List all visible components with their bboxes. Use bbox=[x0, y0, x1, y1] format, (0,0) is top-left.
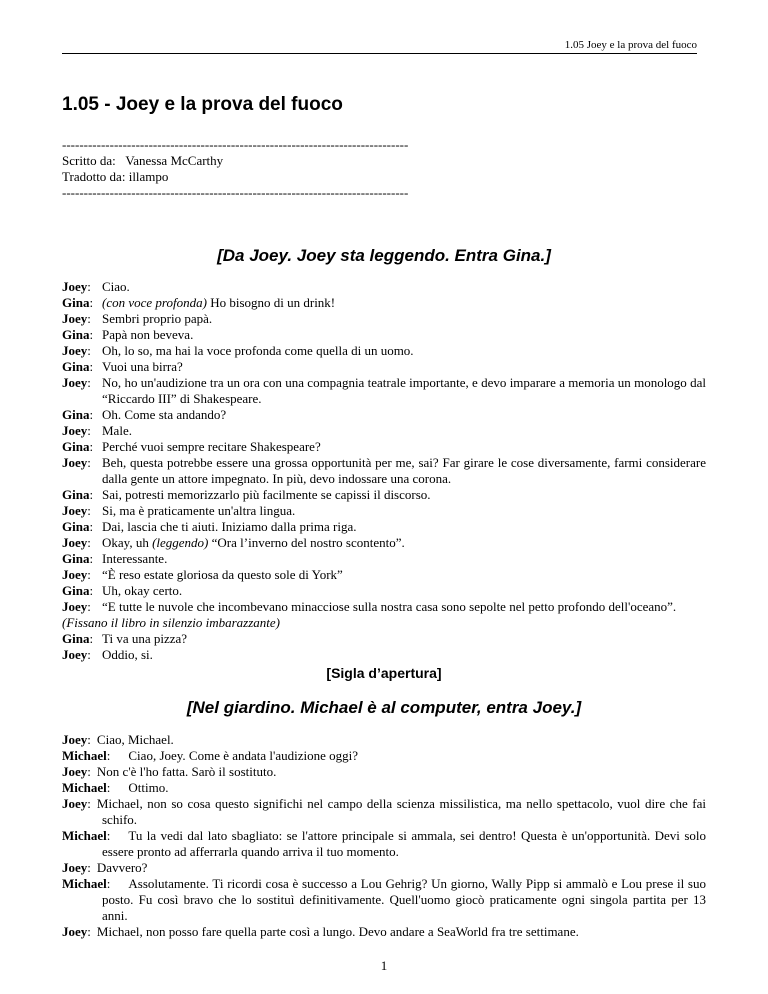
translator-row bbox=[62, 169, 408, 185]
dialogue-text bbox=[102, 599, 706, 615]
dialogue-body: “E tutte le nuvole che incombevano minacciose sulla nostra casa sono sepolte nel petto profondo dell'oceano”. bbox=[102, 599, 677, 614]
dialogue-line bbox=[62, 455, 706, 487]
dialogue-line bbox=[62, 535, 706, 551]
speaker-colon: : bbox=[106, 748, 111, 763]
dialogue-line bbox=[62, 924, 706, 940]
dialogue-body: Vuoi una birra? bbox=[102, 359, 183, 374]
speaker-colon: : bbox=[106, 876, 111, 891]
speaker-colon: : bbox=[87, 567, 91, 582]
dialogue-text: Ti va una pizza? bbox=[102, 631, 188, 646]
speaker-name: Joey: bbox=[62, 311, 91, 326]
dialogue-body: Sembri proprio papà. bbox=[102, 311, 213, 326]
dialogue-text bbox=[102, 455, 706, 487]
speaker-name: Joey: bbox=[62, 647, 91, 662]
speaker-colon: : bbox=[87, 732, 91, 747]
speaker-name: Joey: bbox=[62, 279, 91, 294]
page-number: 1 bbox=[380, 958, 388, 973]
dialogue-text bbox=[102, 279, 706, 295]
dialogue-line bbox=[62, 487, 706, 503]
dialogue-line bbox=[62, 876, 706, 924]
dialogue-text: Oddio, si. bbox=[102, 647, 153, 662]
speaker-colon: : bbox=[87, 796, 91, 811]
speaker-colon: : bbox=[106, 828, 111, 843]
translator-label: Tradotto da: bbox=[62, 169, 126, 184]
dialogue-text bbox=[102, 535, 706, 551]
dialogue-text bbox=[102, 567, 706, 583]
dialogue-line bbox=[62, 583, 706, 599]
dialogue-line bbox=[62, 796, 706, 828]
speaker-name: Joey bbox=[62, 860, 88, 875]
speaker-colon: : bbox=[87, 924, 91, 939]
scene-heading: [Nel giardino. Michael è al computer, entra Joey.] bbox=[186, 698, 582, 717]
speaker-colon: : bbox=[87, 279, 91, 294]
document-title: 1.05 - Joey e la prova del fuoco bbox=[62, 94, 343, 115]
speaker-colon: : bbox=[89, 631, 94, 646]
speaker-colon: : bbox=[89, 519, 94, 534]
speaker-name: Joey: bbox=[62, 343, 91, 358]
writer-name: Vanessa McCarthy bbox=[125, 153, 224, 168]
translator-name: illampo bbox=[128, 169, 169, 184]
speaker-name: Michael bbox=[62, 828, 107, 843]
speaker-name: Joey bbox=[62, 732, 88, 747]
dialogue-text: Davvero? bbox=[96, 860, 148, 875]
dialogue-text bbox=[102, 423, 706, 439]
scene-1-dialogue bbox=[62, 279, 706, 663]
speaker-name: Joey bbox=[62, 796, 88, 811]
dialogue-body: Oh. Come sta andando? bbox=[102, 407, 227, 422]
dialogue-text: Non c'è l'ho fatta. Sarò il sostituto. bbox=[96, 764, 277, 779]
speaker-colon: : bbox=[87, 764, 91, 779]
speaker-name: Gina: bbox=[62, 631, 94, 646]
dialogue-text bbox=[102, 503, 706, 519]
speaker-name: Gina: bbox=[62, 583, 94, 598]
speaker-name: Joey: bbox=[62, 535, 91, 550]
speaker-colon: : bbox=[89, 551, 94, 566]
speaker-colon: : bbox=[89, 359, 94, 374]
stage-direction: (Fissano il libro in silenzio imbarazzante) bbox=[62, 615, 280, 630]
dialogue-body: Uh, okay certo. bbox=[102, 583, 183, 598]
speaker-colon: : bbox=[87, 860, 91, 875]
speaker-name: Joey bbox=[62, 924, 88, 939]
dialogue-line bbox=[62, 375, 706, 407]
dialogue-line bbox=[62, 631, 706, 647]
speaker-name: Joey: bbox=[62, 567, 91, 582]
dialogue-text bbox=[102, 487, 706, 503]
dialogue-text: Michael, non posso fare quella parte così a lungo. Devo andare a SeaWorld fra tre settimane. bbox=[96, 924, 579, 939]
speaker-colon: : bbox=[87, 423, 91, 438]
speaker-colon: : bbox=[87, 311, 91, 326]
stage-direction: (con voce profonda) bbox=[102, 295, 207, 310]
dialogue-line bbox=[62, 407, 706, 423]
speaker-name: Joey bbox=[62, 764, 88, 779]
dialogue-body: Oh, lo so, ma hai la voce profonda come quella di un uomo. bbox=[102, 343, 414, 358]
dialogue-line bbox=[62, 764, 706, 780]
speaker-name: Gina: bbox=[62, 519, 94, 534]
scene-heading: [Da Joey. Joey sta leggendo. Entra Gina.] bbox=[217, 246, 551, 265]
dialogue-text bbox=[102, 375, 706, 407]
speaker-colon: : bbox=[89, 487, 94, 502]
opening-theme-heading: [Sigla d’apertura] bbox=[326, 665, 442, 681]
dialogue-text bbox=[102, 551, 706, 567]
speaker-colon: : bbox=[87, 343, 91, 358]
dialogue-line bbox=[62, 567, 706, 583]
dialogue-text bbox=[102, 439, 706, 455]
dialogue-body: Beh, questa potrebbe essere una grossa opportunità per me, sai? Far girare le cose diversamente, farmi considerare dalla gente un attore impegnato. In più, devo indossare una corona. bbox=[102, 455, 706, 486]
speaker-name: Joey: bbox=[62, 423, 91, 438]
scene-2-dialogue bbox=[62, 732, 706, 940]
speaker-colon: : bbox=[106, 780, 111, 795]
dialogue-body: Perché vuoi sempre recitare Shakespeare? bbox=[102, 439, 321, 454]
writer-row bbox=[62, 153, 408, 169]
dialogue-text: Michael, non so cosa questo significhi nel campo della scienza missilistica, ma nello spettacolo, vuol dire che fai schifo. bbox=[96, 796, 706, 827]
speaker-colon: : bbox=[87, 647, 91, 662]
speaker-name: Gina: bbox=[62, 487, 94, 502]
speaker-colon: : bbox=[87, 375, 91, 390]
dialogue-prefix: Okay, uh bbox=[102, 535, 153, 550]
dialogue-body: “Ora l’inverno del nostro scontento”. bbox=[208, 535, 405, 550]
dialogue-text: Ciao, Joey. Come è andata l'audizione oggi? bbox=[128, 748, 359, 763]
dialogue-line bbox=[62, 732, 706, 748]
speaker-name: Joey: bbox=[62, 455, 91, 470]
dialogue-body: “È reso estate gloriosa da questo sole di York” bbox=[102, 567, 343, 582]
dialogue-line bbox=[62, 519, 706, 535]
speaker-name: Gina: bbox=[62, 439, 94, 454]
dialogue-text: Ciao, Michael. bbox=[96, 732, 174, 747]
dialogue-line bbox=[62, 551, 706, 567]
dialogue-text: Tu la vedi dal lato sbagliato: se l'attore principale si ammala, sei dentro! Questa è un'opportunità. Devi solo essere pronto ad afferrarla quando arriva il tuo momento. bbox=[102, 828, 706, 859]
dialogue-body: Sai, potresti memorizzarlo più facilmente se capissi il discorso. bbox=[102, 487, 431, 502]
writer-label: Scritto da: bbox=[62, 153, 116, 168]
dialogue-body: Interessante. bbox=[102, 551, 168, 566]
dialogue-text bbox=[102, 519, 706, 535]
dialogue-text: Assolutamente. Ti ricordi cosa è successo a Lou Gehrig? Un giorno, Wally Pipp si ammalò e Lou prese il suo posto. Fu così bravo che lo sostituì definitivamente. Quell'uomo giocò praticamente ogni singola partita per 13 anni. bbox=[102, 876, 706, 923]
speaker-name: Michael bbox=[62, 876, 107, 891]
speaker-name: Gina: bbox=[62, 407, 94, 422]
dialogue-text bbox=[102, 311, 706, 327]
speaker-name: Joey: bbox=[62, 375, 91, 390]
speaker-colon: : bbox=[87, 503, 91, 518]
dialogue-line bbox=[62, 503, 706, 519]
dialogue-line bbox=[62, 647, 706, 663]
speaker-name: Gina: bbox=[62, 359, 94, 374]
dialogue-body: Male. bbox=[102, 423, 132, 438]
speaker-colon: : bbox=[89, 327, 94, 342]
dialogue-line bbox=[62, 423, 706, 439]
speaker-name: Michael bbox=[62, 780, 107, 795]
dialogue-line bbox=[62, 780, 706, 796]
speaker-name: Michael bbox=[62, 748, 107, 763]
speaker-name: Gina: bbox=[62, 327, 94, 342]
speaker-name: Gina: bbox=[62, 551, 94, 566]
dialogue-body: Papà non beveva. bbox=[102, 327, 194, 342]
dialogue-line bbox=[62, 279, 706, 295]
speaker-name: Joey: bbox=[62, 599, 91, 614]
dialogue-text bbox=[102, 407, 706, 423]
dialogue-text bbox=[102, 583, 706, 599]
separator-line: -------------------------------------------------------------------------------- bbox=[62, 185, 409, 200]
stage-direction: (leggendo) bbox=[152, 535, 209, 550]
dialogue-text bbox=[102, 359, 706, 375]
dialogue-line bbox=[62, 327, 706, 343]
speaker-colon: : bbox=[87, 535, 91, 550]
dialogue-text bbox=[102, 343, 706, 359]
speaker-colon: : bbox=[87, 599, 91, 614]
dialogue-text bbox=[102, 327, 706, 343]
dialogue-body: Ho bisogno di un drink! bbox=[206, 295, 336, 310]
dialogue-line bbox=[62, 828, 706, 860]
running-header: 1.05 Joey e la prova del fuoco bbox=[62, 38, 697, 54]
separator-line: -------------------------------------------------------------------------------- bbox=[62, 137, 409, 152]
credits-block bbox=[62, 137, 408, 201]
dialogue-body: Ciao. bbox=[102, 279, 130, 294]
speaker-name: Joey: bbox=[62, 503, 91, 518]
dialogue-line bbox=[62, 748, 706, 764]
dialogue-line bbox=[62, 599, 706, 615]
dialogue-text: Ottimo. bbox=[128, 780, 169, 795]
speaker-colon: : bbox=[87, 455, 91, 470]
speaker-name: Gina: bbox=[62, 295, 94, 310]
speaker-colon: : bbox=[89, 295, 94, 310]
dialogue-line bbox=[62, 439, 706, 455]
dialogue-line bbox=[62, 343, 706, 359]
speaker-colon: : bbox=[89, 583, 94, 598]
dialogue-body: No, ho un'audizione tra un ora con una compagnia teatrale importante, e devo imparare a memoria un monologo dal “Riccardo III” di Shakespeare. bbox=[102, 375, 706, 406]
dialogue-line bbox=[62, 295, 706, 311]
dialogue-body: Dai, lascia che ti aiuti. Iniziamo dalla prima riga. bbox=[102, 519, 357, 534]
dialogue-line bbox=[62, 359, 706, 375]
speaker-colon: : bbox=[89, 439, 94, 454]
dialogue-body: Si, ma è praticamente un'altra lingua. bbox=[102, 503, 296, 518]
dialogue-text bbox=[102, 295, 706, 311]
dialogue-line bbox=[62, 311, 706, 327]
dialogue-line bbox=[62, 860, 706, 876]
speaker-colon: : bbox=[89, 407, 94, 422]
